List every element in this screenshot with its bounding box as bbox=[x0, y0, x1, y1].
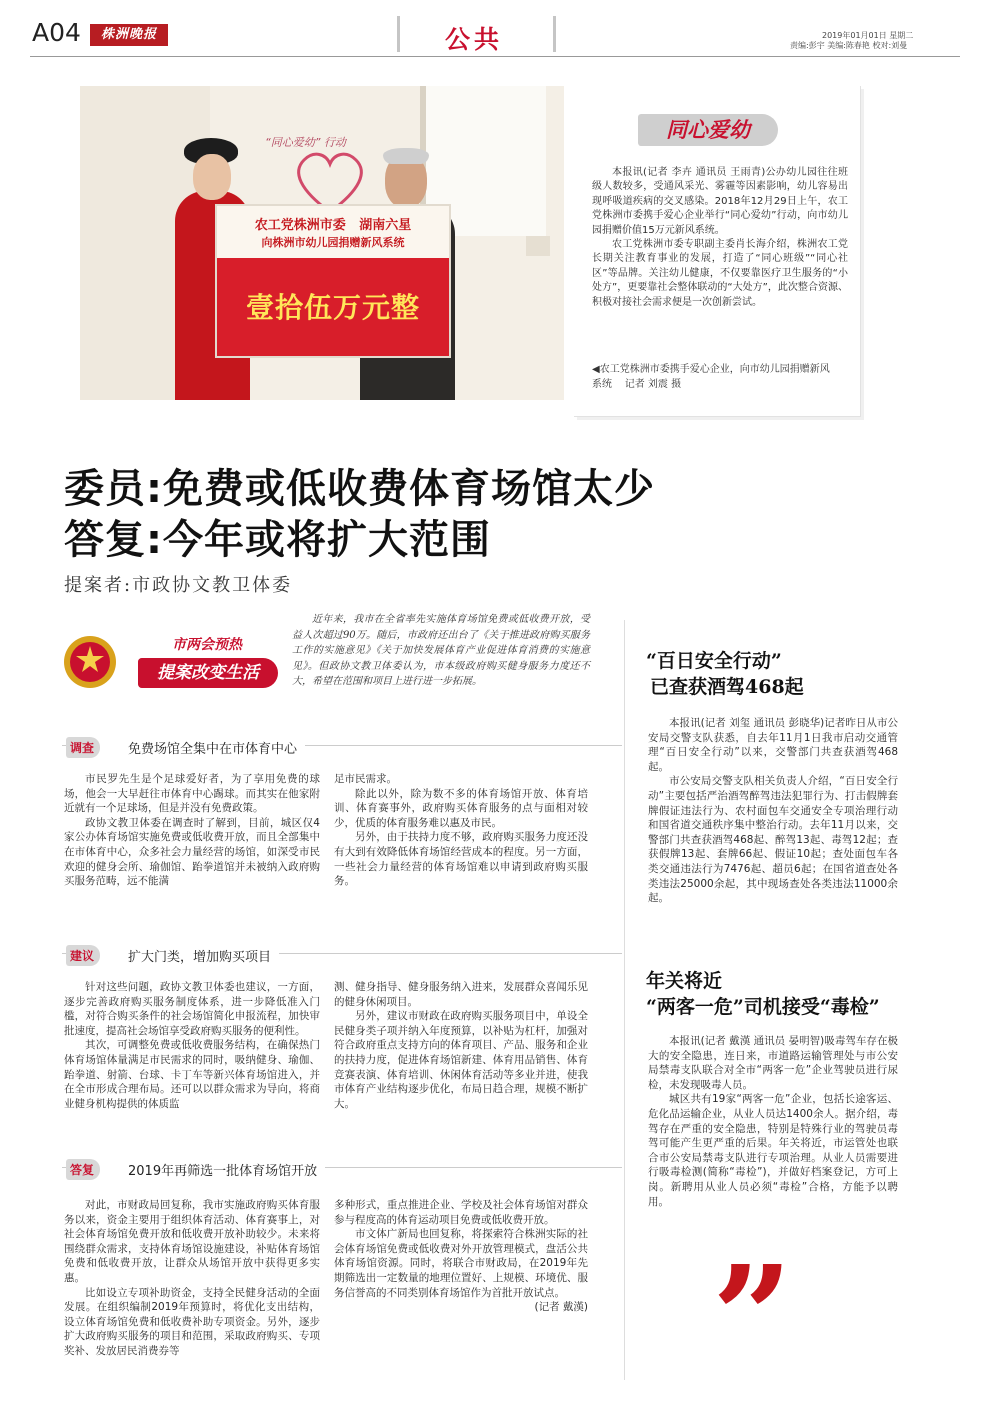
paper-name-logo: 株洲晚报 bbox=[90, 24, 168, 46]
section-1-col-2 bbox=[334, 772, 588, 889]
story2-title-1: 年关将近 bbox=[646, 970, 723, 992]
section-3-tag: 答复 bbox=[66, 1159, 100, 1180]
section-1-col-2-para-2: 除此以外，除为数不多的体育场馆开放、体育培训、体育赛事外，政府购买体育服务的点与面相对较少，优质的体育服务难以惠及市民。 bbox=[334, 787, 588, 829]
side-story-para-1: 本报讯(记者 李卉 通讯员 王雨青)公办幼儿园往往班级人数较多，受通风采光、雾霾等因素影响，幼儿容易出现呼吸道疾病的交叉感染。2018年12月29日上午，农工党株洲市委携手爱心企业举行“同心爱幼”行动，向市幼儿园捐赠价值15万元新风系统。 bbox=[592, 167, 848, 236]
person-left-face bbox=[193, 154, 231, 200]
story1-para-2: 市公安局交警支队相关负责人介绍，“百日安全行动”主要包括严治酒驾醉驾违法犯罪行为、打击假牌套牌假证违法行为、农村面包车交通安全专项治理行动和国省道交通秩序集中整治行动。去年11月以来，交警部门共查获酒驾468起、醉驾13起、毒驾12起；查获假牌13起、套牌66起、假证10起；查处面包车各类交通违法行为7476起、超员6起；在国省道查处各类违法25000余起，其中现场查处各类违法11000余起。 bbox=[648, 775, 898, 905]
emblem-icon bbox=[62, 634, 118, 690]
page-header bbox=[0, 0, 985, 58]
section-3-col-1 bbox=[64, 1198, 320, 1359]
section-1-col-1-para-1: 市民罗先生是个足球爱好者，为了享用免费的球场，他会一大早赶往市体育中心踢球。而其实在他家附近就有一个足球场，但是并没有免费政策。 bbox=[64, 773, 320, 815]
main-headline-1: 委员:免费或低收费体育场馆太少 bbox=[64, 466, 655, 512]
page-number: A04 bbox=[32, 18, 81, 47]
section-1-col-1 bbox=[64, 772, 320, 889]
section-title: 公共 bbox=[445, 25, 504, 54]
section-3-col-2-para-1: 多种形式，重点推进企业、学校及社会体育场馆对群众参与程度高的体育运动项目免费或低收费开放。 bbox=[334, 1199, 588, 1226]
two-sessions-logo bbox=[62, 630, 288, 700]
section-2-col-1-para-2: 其次，可调整免费或低收费服务结构，在确保热门体育场馆体量满足市民需求的同时，吸纳健身、瑜伽、跆拳道、射箭、台球、卡丁车等新兴体育场馆进入，并在全市形成合理布局。还可以以群众需求为导向，将商业健身机构提供的体质监 bbox=[64, 1039, 320, 1110]
quote-mark-icon: ” bbox=[712, 1236, 793, 1400]
section-3-col-1-para-2: 比如设立专项补助资金，支持全民健身活动的全面发展。在组织编制2019年预算时，将优化支出结构，设立体育场馆免费和低收费补助专项资金。另外，逐步扩大政府购买服务的项目和范围，采取政府购买、专项奖补、发放居民消费券等 bbox=[64, 1286, 320, 1357]
logo-line-1: 市两会预热 bbox=[172, 637, 242, 653]
header-divider-left bbox=[397, 16, 400, 52]
section-2-col-2 bbox=[334, 980, 588, 1111]
banner-amount: 壹拾伍万元整 bbox=[245, 291, 420, 324]
story2-title-2: “两客一危”司机接受“毒检” bbox=[646, 996, 880, 1018]
right-column-divider bbox=[624, 620, 625, 1380]
side-story-body bbox=[592, 166, 848, 310]
photo-caption: ◀农工党株洲市委携手爱心企业，向市幼儿园捐赠新风系统 记者 刘震 摄 bbox=[592, 364, 830, 390]
section-3-title: 2019年再筛选一批体育场馆开放 bbox=[128, 1164, 318, 1179]
issue-date: 2019年01月01日 星期二 bbox=[822, 31, 914, 40]
section-3-col-2 bbox=[334, 1198, 588, 1315]
story2-para-2: 城区共有19家“两客一危”企业，包括长途客运、危化品运输企业，从业人员达1400余人。据介绍，毒驾存在严重的安全隐患，特别是特殊行业的驾驶员毒驾可能产生更严重的后果。年关将近，市运管处也联合市公安局禁毒支队进行专项治理。从业人员需要进行吸毒检测(简称“毒检”)，并做好档案登记，方可上岗。新聘用从业人员必须“毒检”合格，方能予以聘用。 bbox=[648, 1093, 898, 1208]
header-rule bbox=[30, 56, 960, 57]
story2-para-1: 本报讯(记者 戴漢 通讯员 晏明智)吸毒驾车存在极大的安全隐患，连日来，市道路运输管理处与市公安局禁毒支队联合对全市“两客一危”企业驾驶员进行尿检，未发现吸毒人员。 bbox=[648, 1035, 898, 1091]
header-divider-right bbox=[553, 16, 556, 52]
section-2-col-1-para-1: 针对这些问题，政协文教卫体委也建议，一方面，逐步完善政府购买服务制度体系，进一步降低准入门槛，对符合购买条件的社会场馆简化申报流程，加快审批速度，提高社会场馆享受政府购买服务的便利性。 bbox=[64, 981, 320, 1037]
section-3-head bbox=[66, 1159, 325, 1180]
story1-title-1: “百日安全行动” bbox=[646, 650, 782, 672]
editors-line: 责编:彭宇 美编:陈春艳 校对:刘曼 bbox=[790, 41, 908, 50]
banner-line-2: 向株洲市幼儿园捐赠新风系统 bbox=[261, 236, 405, 249]
section-2-col-1 bbox=[64, 980, 320, 1111]
story1-title-2: 已查获酒驾468起 bbox=[650, 676, 804, 698]
section-3-col-2-para-2: 市文体广新局也回复称，将探索符合株洲实际的社会体育场馆免费或低收费对外开放管理模式，盘活公共体育场馆资源。同时，将联合市财政局，在2019年先期筛选出一定数量的地理位置好、上规模、环境优、服务信誉高的不同类别体育场馆作为首批开放试点。 bbox=[334, 1228, 588, 1299]
banner-amount-box bbox=[217, 258, 449, 356]
section-1-col-2-para-1: 足市民需求。 bbox=[334, 773, 397, 785]
side-story-para-2: 农工党株洲市委专职副主委肖长海介绍，株洲农工党长期关注教育事业的发展，打造了“同心班级”“同心社区”等品牌。关注幼儿健康，不仅要靠医疗卫生服务的“小处方”，更要靠社会整体联动的“大处方”，此次整合资源、积极对接社会需求便是一次创新尝试。 bbox=[592, 239, 848, 308]
banner-line-1: 农工党株洲市委 湖南六星 bbox=[254, 218, 412, 233]
hexagon-decor bbox=[526, 236, 550, 256]
section-2-col-2-para-2: 另外，建议市财政在政府购买服务项目中，单设全民健身类子项并纳入年度预算，以补贴为杠杆，加强对符合政府重点支持方向的体育项目、产品、服务和企业的扶持力度，促进体育场馆新建、体育用品销售、体育竞赛表演、体育培训、休闲体育活动等多业并进，使我市体育产业结构逐步优化，布局日趋合理，规模不断扩大。 bbox=[334, 1010, 588, 1110]
section-2-head bbox=[66, 945, 279, 966]
intro-text: 近年来，我市在全省率先实施体育场馆免费或低收费开放，受益人次超过90万。随后，市政府还出台了《关于推进政府购买服务工作的实施意见》《关于加快发展体育产业促进体育消费的实施意见》。但政协文教卫体委认为，市本级政府购买健身服务力度还不大，希望在范围和项目上进行进一步拓展。 bbox=[292, 614, 590, 687]
section-2-title: 扩大门类，增加购买项目 bbox=[128, 950, 272, 965]
story1-para-1: 本报讯(记者 刘玺 通讯员 彭晓华)记者昨日从市公安局交警支队获悉，自去年11月1日我市启动交通管理“百日安全行动”以来，交警部门共查获酒驾468起。 bbox=[648, 717, 898, 773]
section-1-col-2-para-3: 另外，由于扶持力度不够，政府购买服务力度还没有大到有效降低体育场馆经营成本的程度。另一方面，一些社会力量经营的体育场馆难以申请到政府购买服务。 bbox=[334, 831, 588, 888]
section-1-title: 免费场馆全集中在市体育中心 bbox=[128, 742, 298, 757]
person-right-hair bbox=[383, 148, 429, 164]
section-3-col-1-para-1: 对此，市财政局回复称，我市实施政府购买体育服务以来，资金主要用于组织体育活动、体育赛事上，对社会体育场馆免费开放和低收费开放补助较少。未来将围绕群众需求，支持体育场馆设施建设，补贴体育场馆免费和低收费开放，让群众从场馆开放中获得更多实惠。 bbox=[64, 1199, 320, 1284]
main-headline-2: 答复:今年或将扩大范围 bbox=[64, 517, 491, 563]
tongxin-badge: 同心爱幼 bbox=[638, 114, 778, 146]
donation-photo bbox=[80, 86, 564, 400]
story2-body bbox=[648, 1034, 898, 1209]
section-1-tag: 调查 bbox=[66, 737, 100, 758]
proposer-line: 提案者:市政协文教卫体委 bbox=[64, 575, 293, 596]
wall-slogan: “同心爱幼” 行动 bbox=[265, 136, 346, 149]
story1-body bbox=[648, 716, 898, 906]
side-story-frame bbox=[574, 86, 861, 417]
donation-banner bbox=[215, 204, 451, 358]
logo-line-2: 提案改变生活 bbox=[138, 658, 278, 688]
section-2-tag: 建议 bbox=[66, 945, 100, 966]
section-3-byline: (记者 戴漢) bbox=[534, 1301, 588, 1314]
section-2-col-2-para-1: 测、健身指导、健身服务纳入进来，发展群众喜闻乐见的健身休闲项目。 bbox=[334, 981, 588, 1008]
section-1-col-1-para-2: 政协文教卫体委在调查时了解到，目前，城区仅4家公办体育场馆实施免费或低收费开放，而且全部集中在市体育中心，众多社会力量经营的场馆，如深受市民欢迎的健身会所、瑜伽馆、跆拳道馆并未被纳入政府购买服务范畴，远不能满 bbox=[64, 816, 320, 888]
section-1-head bbox=[66, 737, 305, 758]
